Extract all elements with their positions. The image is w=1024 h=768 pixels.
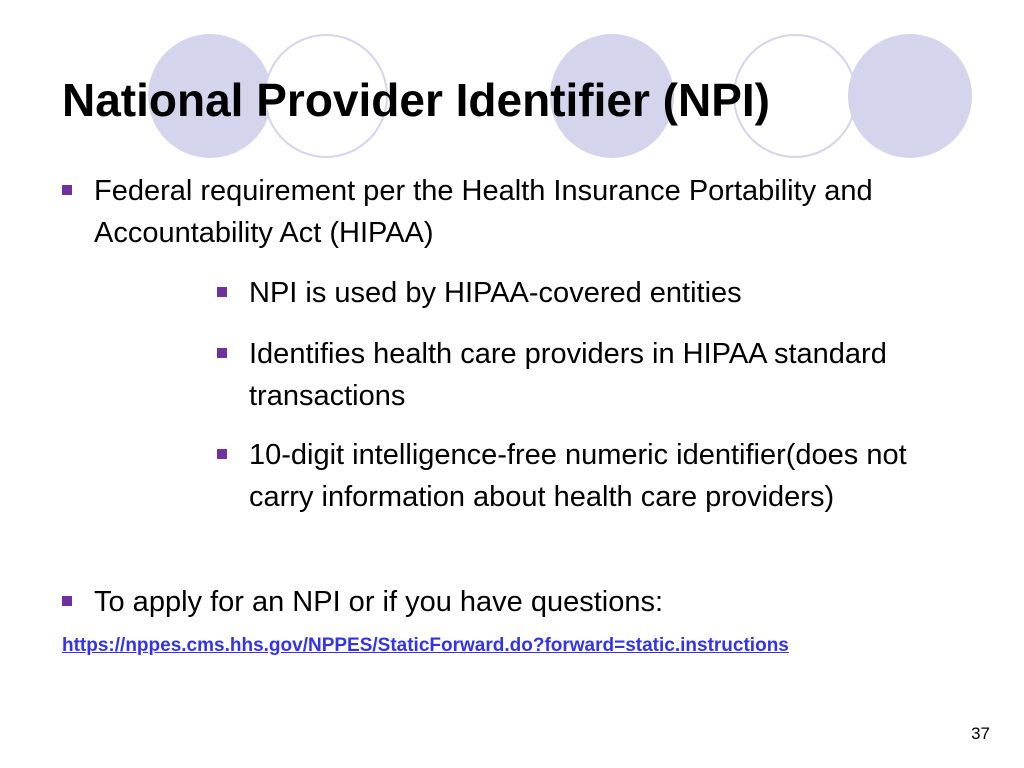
square-bullet-icon	[217, 348, 227, 358]
sub-bullet-item	[217, 333, 937, 417]
decorative-circle	[848, 34, 972, 158]
bullet-text: To apply for an NPI or if you have questions:	[94, 586, 664, 618]
slide-title: National Provider Identifier (NPI)	[62, 74, 770, 126]
bullet-item	[62, 581, 962, 623]
square-bullet-icon	[217, 287, 227, 297]
bullet-text: 10-digit intelligence-free numeric identifier(does not carry information about health care providers)	[249, 439, 907, 513]
npi-instructions-link[interactable]: https://nppes.cms.hhs.gov/NPPES/StaticForward.do?forward=static.instructions	[62, 635, 789, 656]
bullet-item	[62, 170, 962, 254]
square-bullet-icon	[217, 449, 227, 459]
bullet-text: NPI is used by HIPAA-covered entities	[249, 277, 742, 309]
bullet-text: Identifies health care providers in HIPAA standard transactions	[249, 338, 887, 412]
square-bullet-icon	[62, 185, 72, 195]
sub-bullet-item	[217, 272, 937, 314]
square-bullet-icon	[62, 596, 72, 606]
bullet-text: Federal requirement per the Health Insurance Portability and Accountability Act (HIPAA)	[94, 175, 873, 249]
page-number: 37	[971, 724, 990, 743]
sub-bullet-item	[217, 434, 937, 518]
